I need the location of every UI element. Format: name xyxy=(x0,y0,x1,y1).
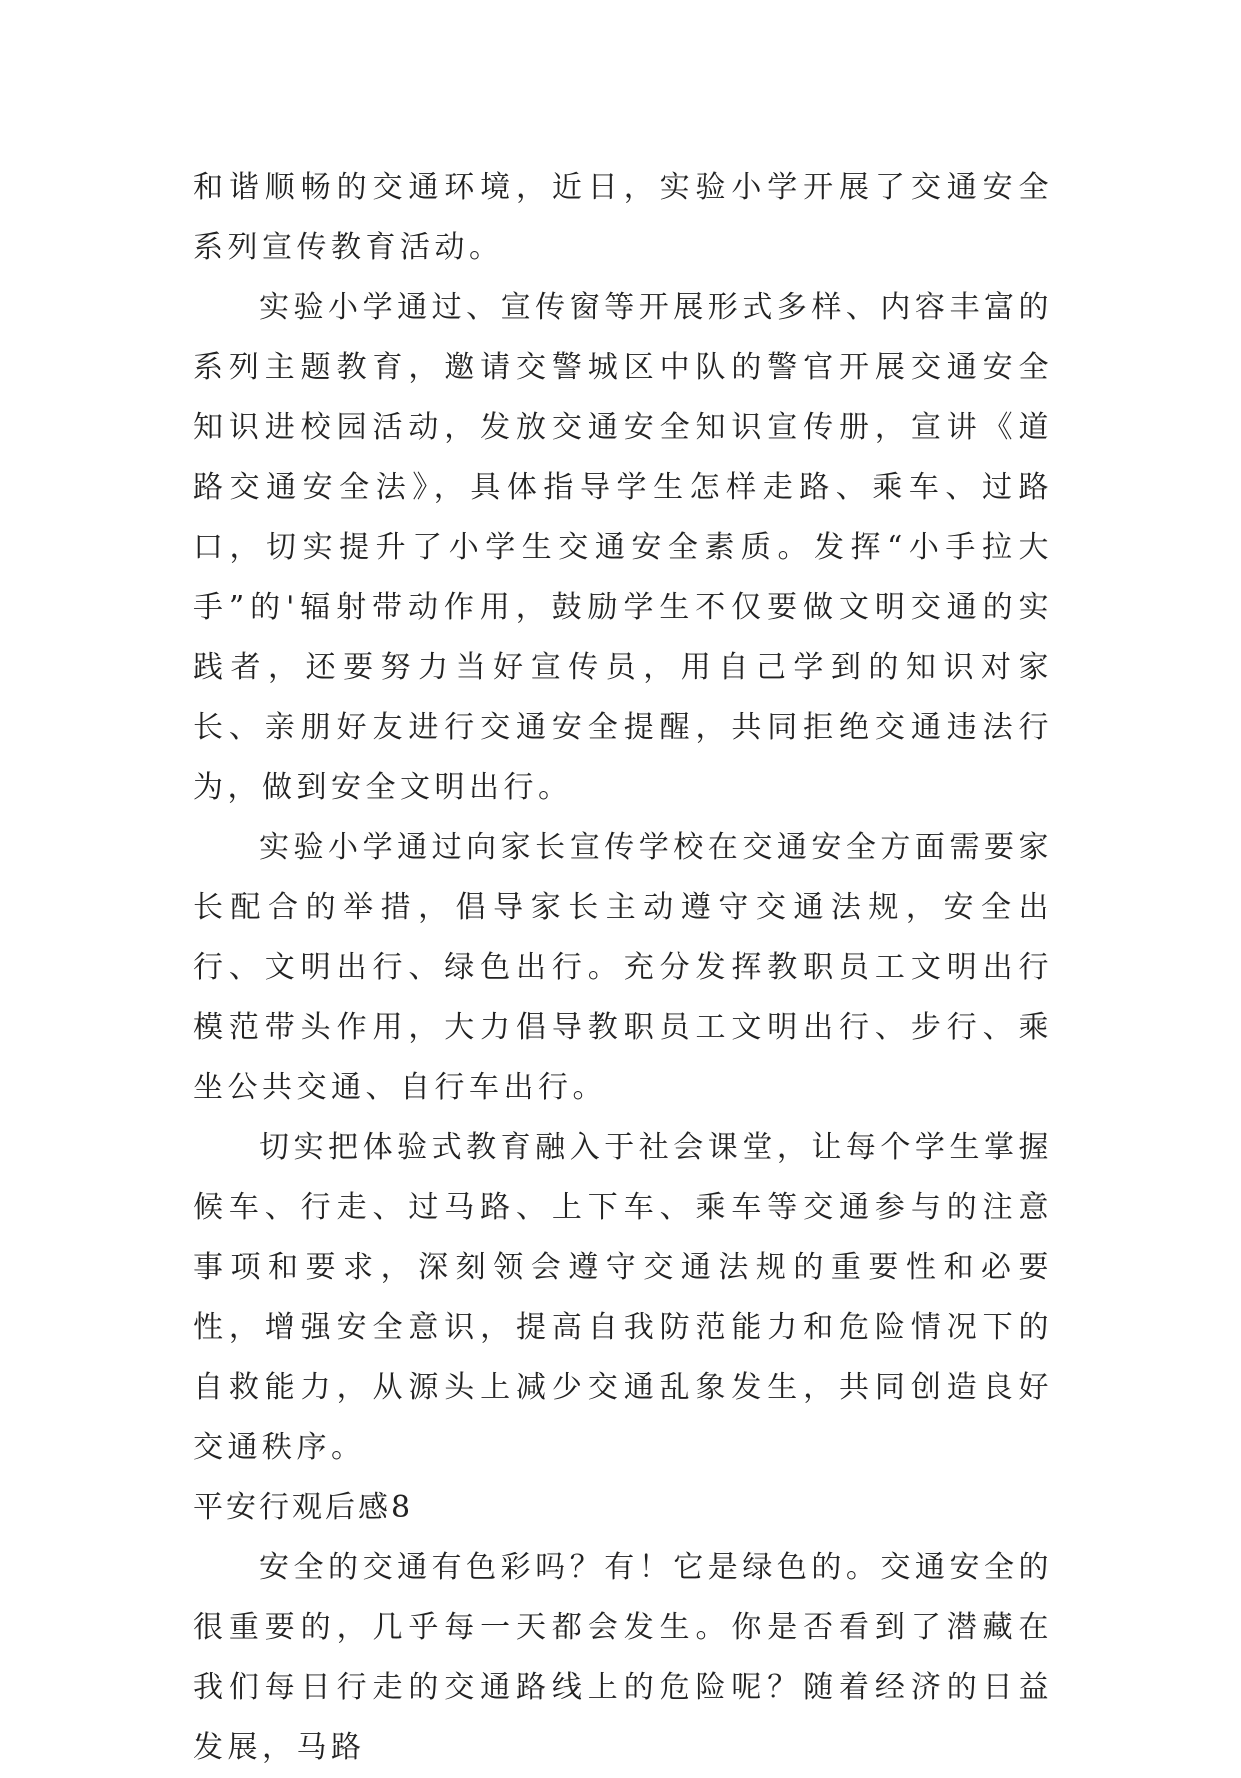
document-page xyxy=(193,158,1053,1778)
body-paragraph-2: 实验小学通过、宣传窗等开展形式多样、内容丰富的系列主题教育，邀请交警城区中队的警官开展交通安全知识进校园活动，发放交通安全知识宣传册，宣讲《道路交通安全法》，具体指导学生怎样走路、乘车、过路口，切实提升了小学生交通安全素质。发挥“小手拉大手”的'辐射带动作用，鼓励学生不仅要做文明交通的实践者，还要努力当好宣传员，用自己学到的知识对家长、亲朋好友进行交通安全提醒，共同拒绝交通违法行为，做到安全文明出行。 xyxy=(193,290,1053,805)
body-paragraph-4: 切实把体验式教育融入于社会课堂，让每个学生掌握候车、行走、过马路、上下车、乘车等交通参与的注意事项和要求，深刻领会遵守交通法规的重要性和必要性，增强安全意识，提高自我防范能力和危险情况下的自救能力，从源头上减少交通乱象发生，共同创造良好交通秩序。 xyxy=(193,1130,1053,1465)
body-paragraph-1: 和谐顺畅的交通环境，近日，实验小学开展了交通安全系列宣传教育活动。 xyxy=(193,170,1053,265)
section-heading: 平安行观后感8 xyxy=(193,1490,414,1525)
body-paragraph-3: 实验小学通过向家长宣传学校在交通安全方面需要家长配合的举措，倡导家长主动遵守交通法规，安全出行、文明出行、绿色出行。充分发挥教职员工文明出行模范带头作用，大力倡导教职员工文明出行、步行、乘坐公共交通、自行车出行。 xyxy=(193,830,1053,1105)
section-paragraph: 安全的交通有色彩吗？有！它是绿色的。交通安全的很重要的，几乎每一天都会发生。你是否看到了潜藏在我们每日行走的交通路线上的危险呢？随着经济的日益发展，马路 xyxy=(193,1550,1053,1765)
